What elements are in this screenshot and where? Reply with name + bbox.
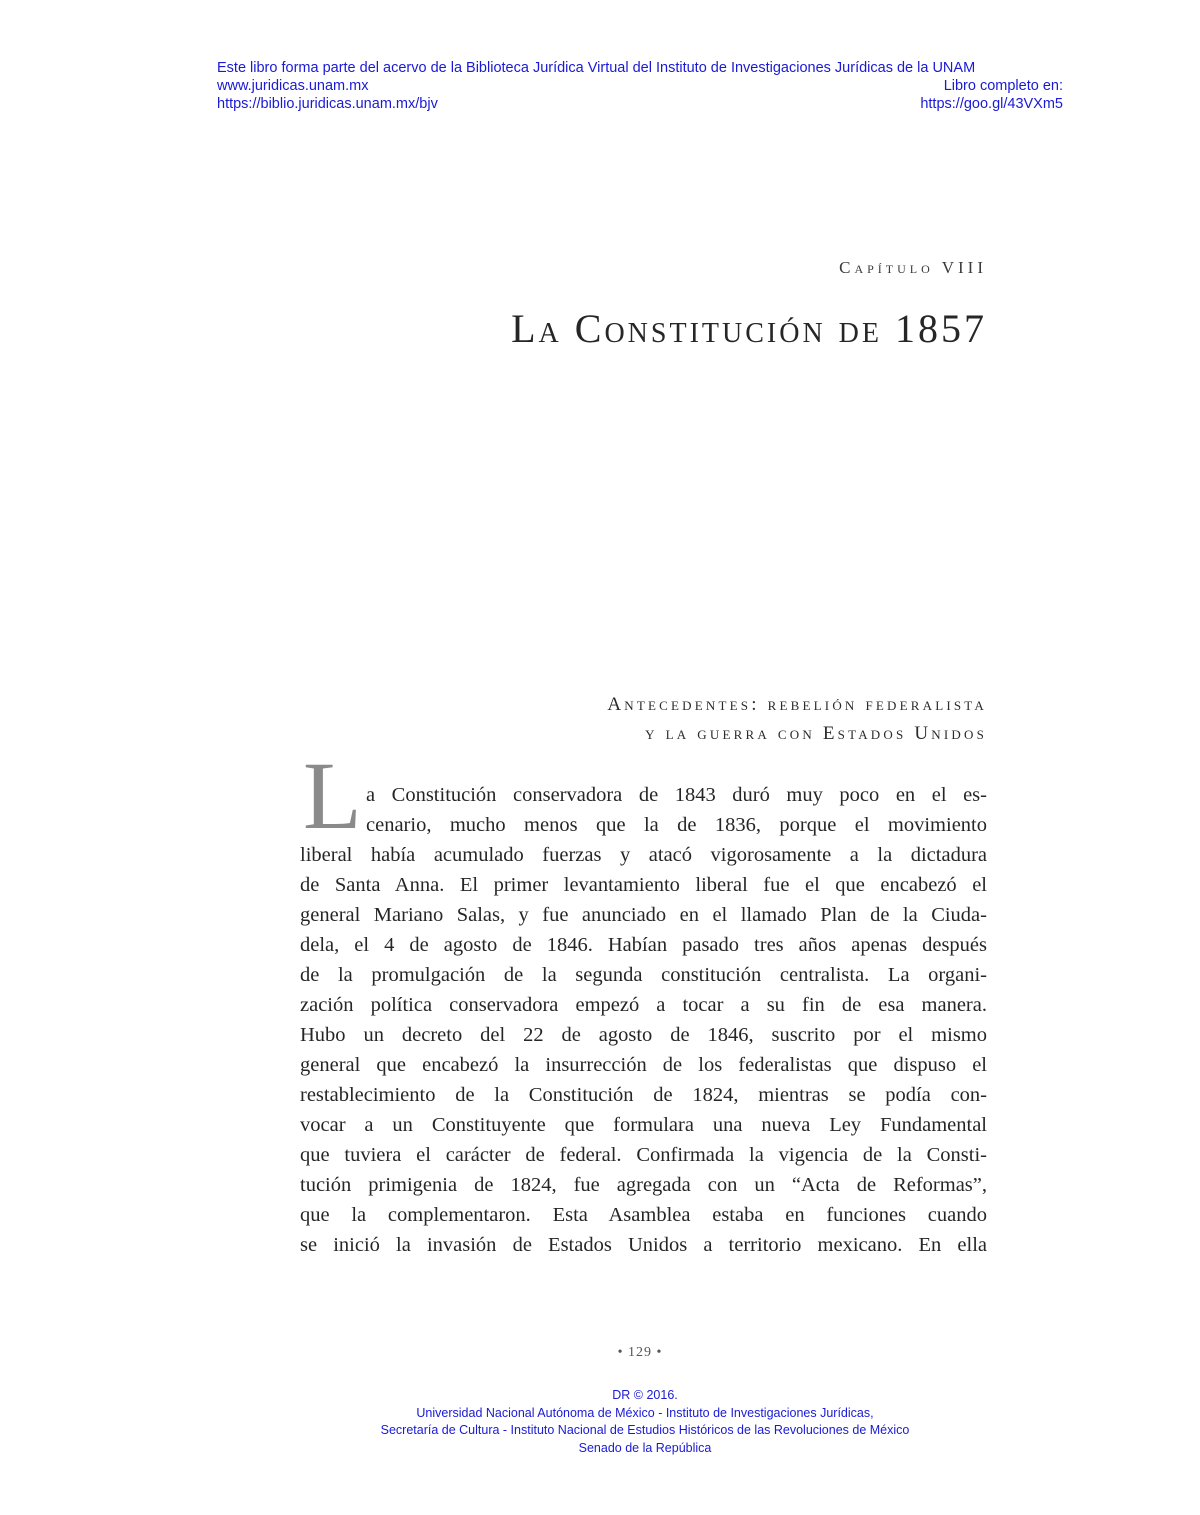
book-link[interactable]: https://goo.gl/43VXm5: [920, 96, 1063, 112]
drop-cap: L: [303, 742, 362, 849]
body-line: tución primigenia de 1824, fue agregada con un “Acta de Reformas”,: [300, 1174, 987, 1196]
page-number: • 129 •: [617, 1345, 663, 1360]
body-line: de la promulgación de la segunda constitución centralista. La organi-: [300, 964, 987, 986]
footer-institution-2: Secretaría de Cultura - Instituto Nacional de Estudios Históricos de las Revoluciones de México: [380, 1423, 910, 1437]
body-line: liberal había acumulado fuerzas y atacó vigorosamente a la dictadura: [300, 844, 987, 866]
body-line: general Mariano Salas, y fue anunciado en el llamado Plan de la Ciuda-: [300, 904, 987, 926]
body-line: cenario, mucho menos que la de 1836, porque el movimiento: [366, 814, 987, 836]
footer-block: [0, 1387, 1200, 1457]
body-line: de Santa Anna. El primer levantamiento liberal fue el que encabezó el: [300, 874, 987, 896]
body-line: restablecimiento de la Constitución de 1824, mientras se podía con-: [300, 1084, 987, 1106]
section-title: [607, 690, 987, 748]
header-notice: Este libro forma parte del acervo de la Biblioteca Jurídica Virtual del Instituto de Investigaciones Jurídicas de la UNAM: [217, 60, 976, 76]
footer-institution-1: Universidad Nacional Autónoma de México - Instituto de Investigaciones Jurídicas,: [416, 1405, 874, 1420]
body-line: dela, el 4 de agosto de 1846. Habían pasado tres años apenas después: [300, 934, 987, 956]
body-line: que tuviera el carácter de federal. Confirmada la vigencia de la Consti-: [300, 1144, 987, 1166]
footer-institution-3: Senado de la República: [578, 1440, 712, 1455]
chapter-title: La Constitución de 1857: [511, 306, 987, 351]
bjv-link[interactable]: https://biblio.juridicas.unam.mx/bjv: [217, 96, 438, 112]
libro-completo-label: Libro completo en:: [943, 78, 1063, 94]
body-line: vocar a un Constituyente que formulara una nueva Ley Fundamental: [300, 1114, 987, 1136]
body-line: zación política conservadora empezó a tocar a su fin de esa manera.: [300, 994, 987, 1016]
section-title-line2: y la guerra con Estados Unidos: [645, 723, 987, 744]
chapter-label: Capítulo VIII: [839, 258, 987, 277]
body-line: general que encabezó la insurrección de los federalistas que dispuso el: [300, 1054, 987, 1076]
body-line: Hubo un decreto del 22 de agosto de 1846, suscrito por el mismo: [300, 1024, 987, 1046]
body-line: se inició la invasión de Estados Unidos a territorio mexicano. En ella: [300, 1234, 987, 1256]
header-block: [217, 59, 1063, 113]
section-title-line1: Antecedentes: rebelión federalista: [607, 694, 987, 715]
body-line: que la complementaron. Esta Asamblea estaba en funciones cuando: [300, 1204, 987, 1226]
footer-copyright: DR © 2016.: [612, 1388, 678, 1402]
body-line: a Constitución conservadora de 1843 duró muy poco en el es-: [366, 784, 987, 806]
site-link[interactable]: www.juridicas.unam.mx: [217, 78, 369, 94]
body-paragraph: [300, 780, 987, 1260]
